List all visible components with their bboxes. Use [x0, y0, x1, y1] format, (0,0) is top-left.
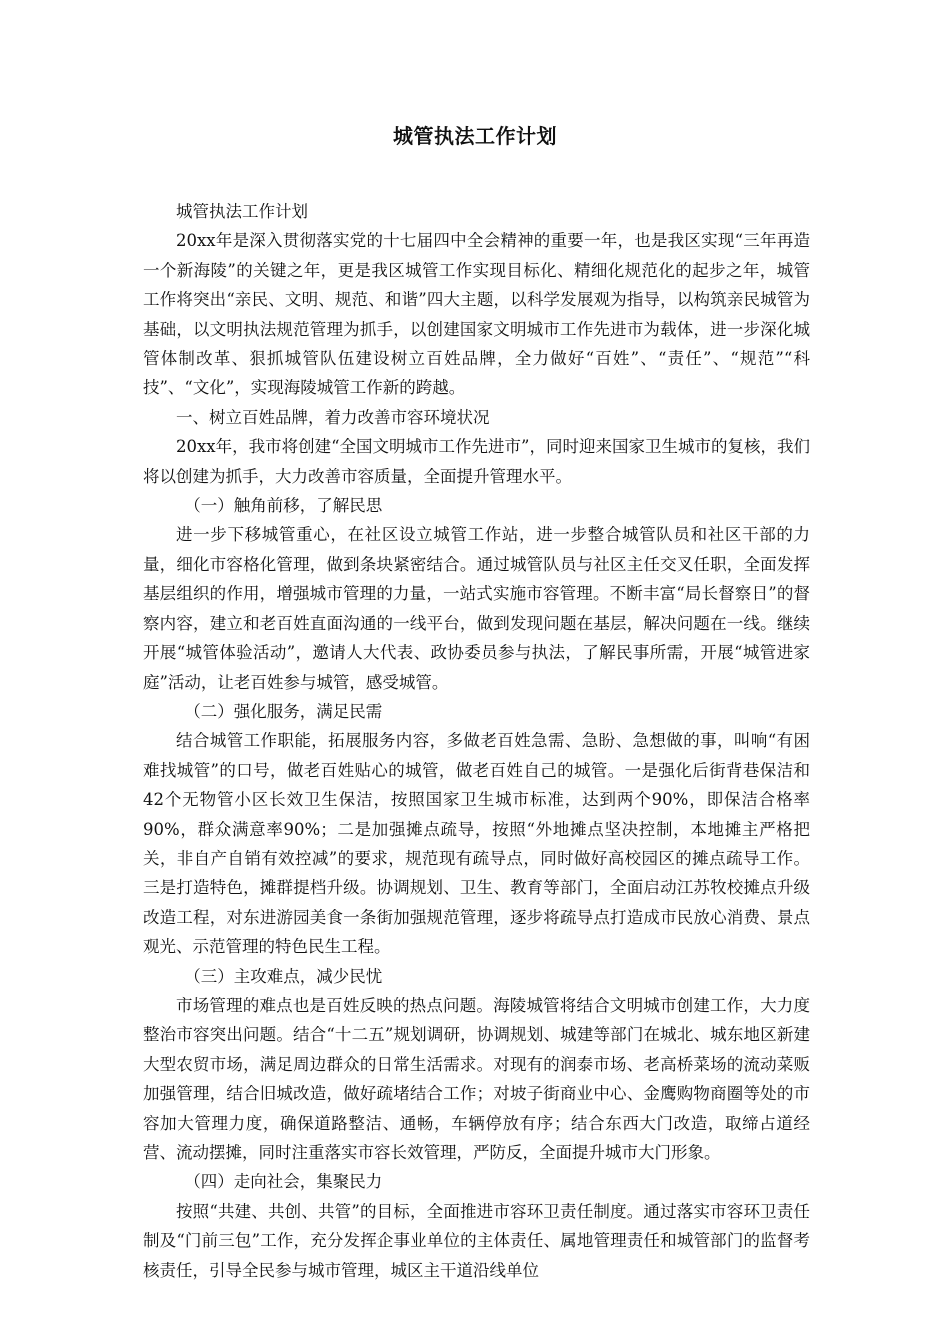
subsection-heading-3: （三）主攻难点，减少民忧 [184, 966, 383, 986]
document-body [143, 197, 810, 1285]
subsection-heading-2: （二）强化服务，满足民需 [184, 701, 383, 721]
subsection-paragraph-1: 进一步下移城管重心，在社区设立城管工作站，进一步整合城管队员和社区干部的力量，细化市容格化管理，做到条块紧密结合。通过城管队员与社区主任交叉任职，全面发挥基层组织的作用，增强城市管理的力量，一站式实施市容管理。不断丰富“局长督察日”的督察内容，建立和老百姓直面沟通的一线平台，做到发现问题在基层，解决问题在一线。继续开展“城管体验活动”，邀请人大代表、政协委员参与执法，了解民事所需，开展“城管进家庭”活动，让老百姓参与城管，感受城管。 [143, 525, 810, 692]
subsection-paragraph-3: 市场管理的难点也是百姓反映的热点问题。海陵城管将结合文明城市创建工作，大力度整治市容突出问题。结合“十二五”规划调研，协调规划、城建等部门在城北、城东地区新建大型农贸市场，满足周边群众的日常生活需求。对现有的润泰市场、老高桥菜场的流动菜贩加强管理，结合旧城改造，做好疏堵结合工作；对坡子街商业中心、金鹰购物商圈等处的市容加大管理力度，确保道路整洁、通畅，车辆停放有序；结合东西大门改造，取缔占道经营、流动摆摊，同时注重落实市容长效管理，严防反，全面提升城市大门形象。 [143, 995, 810, 1162]
intro-paragraph: 20xx年是深入贯彻落实党的十七届四中全会精神的重要一年，也是我区实现“三年再造一个新海陵”的关键之年，更是我区城管工作实现目标化、精细化规范化的起步之年，城管工作将突出“亲民、文明、规范、和谐”四大主题，以科学发展观为指导，以构筑亲民城管为基础，以文明执法规范管理为抓手，以创建国家文明城市工作先进市为载体，进一步深化城管体制改革、狠抓城管队伍建设树立百姓品牌，全力做好“百姓”、“责任”、“规范”“科技”、“文化”，实现海陵城管工作新的跨越。 [143, 231, 810, 398]
subsection-heading-1: （一）触角前移，了解民思 [184, 496, 383, 516]
section-heading-1: 一、树立百姓品牌，着力改善市容环境状况 [176, 407, 490, 427]
subsection-heading-4: （四）走向社会，集聚民力 [184, 1172, 383, 1192]
document-title: 城管执法工作计划 [393, 124, 557, 148]
subsection-paragraph-4: 按照“共建、共创、共管”的目标，全面推进市容环卫责任制度。通过落实市容环卫责任制及“门前三包”工作，充分发挥企事业单位的主体责任、属地管理责任和城管部门的监督考核责任，引导全民参与城市管理，城区主干道沿线单位 [143, 1201, 810, 1280]
section-paragraph-1: 20xx年，我市将创建“全国文明城市工作先进市”，同时迎来国家卫生城市的复核，我们将以创建为抓手，大力改善市容质量，全面提升管理水平。 [143, 437, 810, 486]
body-heading: 城管执法工作计划 [176, 202, 308, 221]
subsection-paragraph-2: 结合城管工作职能，拓展服务内容，多做老百姓急需、急盼、急想做的事，叫响“有困难找城管”的口号，做老百姓贴心的城管，做老百姓自己的城管。一是强化后街背巷保洁和42个无物管小区长效卫生保洁，按照国家卫生城市标准，达到两个90%，即保洁合格率90%，群众满意率90%；二是加强摊点疏导，按照“外地摊点坚决控制，本地摊主严格把关，非自产自销有效控减”的要求，规范现有疏导点，同时做好高校园区的摊点疏导工作。三是打造特色，摊群提档升级。协调规划、卫生、教育等部门，全面启动江苏牧校摊点升级改造工程，对东进游园美食一条街加强规范管理，逐步将疏导点打造成市民放心消费、景点观光、示范管理的特色民生工程。 [143, 731, 810, 957]
